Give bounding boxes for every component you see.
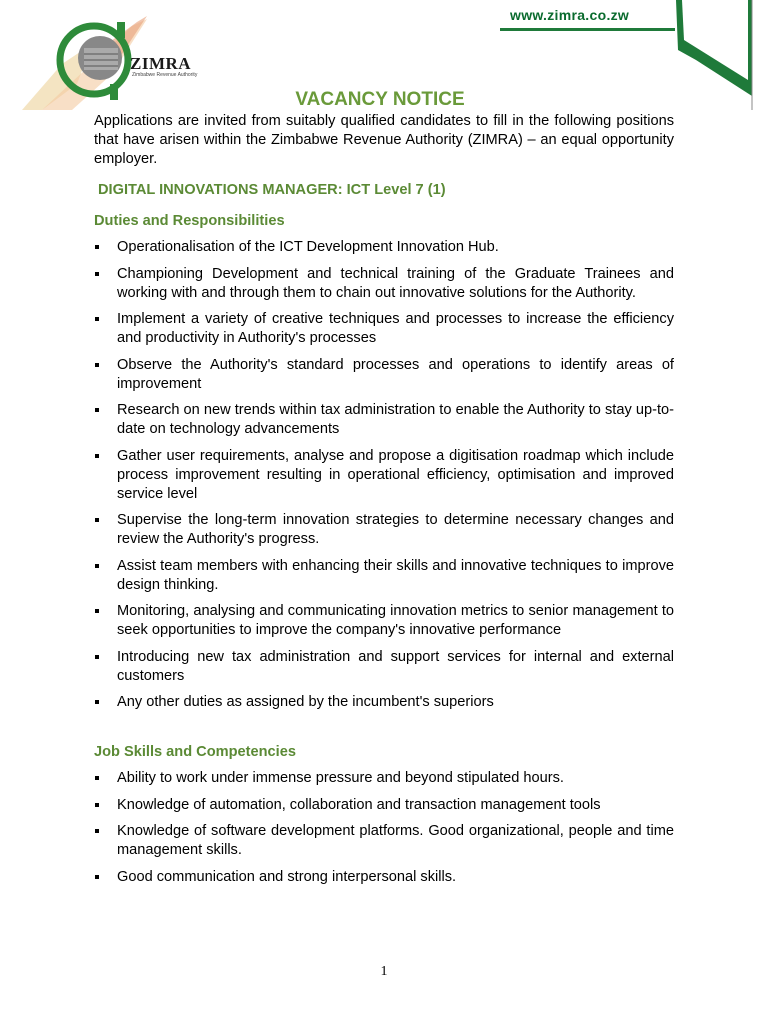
duties-heading: Duties and Responsibilities bbox=[94, 213, 285, 229]
list-item: Supervise the long-term innovation strategies to determine necessary changes and review the Authority's progress. bbox=[94, 511, 674, 549]
header-rule bbox=[500, 28, 675, 31]
logo-wordmark: ZIMRA bbox=[130, 54, 192, 73]
page-title: VACANCY NOTICE bbox=[295, 89, 465, 110]
list-item: Any other duties as assigned by the incumbent's superiors bbox=[94, 693, 674, 712]
skills-list bbox=[94, 769, 674, 887]
duties-list bbox=[94, 238, 674, 712]
list-item: Introducing new tax administration and support services for internal and external customers bbox=[94, 648, 674, 686]
list-item: Knowledge of software development platforms. Good organizational, people and time management skills. bbox=[94, 822, 674, 860]
list-item: Research on new trends within tax administration to enable the Authority to stay up-to-date on technology advancements bbox=[94, 401, 674, 439]
skills-heading: Job Skills and Competencies bbox=[94, 744, 296, 760]
logo-subtitle: Zimbabwe Revenue Authority bbox=[132, 72, 198, 78]
list-item: Knowledge of automation, collaboration and transaction management tools bbox=[94, 796, 674, 815]
list-item: Ability to work under immense pressure and beyond stipulated hours. bbox=[94, 769, 674, 788]
list-item: Gather user requirements, analyse and propose a digitisation roadmap which include process improvement resulting in operational efficiency, optimisation and improved service level bbox=[94, 447, 674, 504]
list-item: Championing Development and technical training of the Graduate Trainees and working with and through them to chain out innovative solutions for the Authority. bbox=[94, 265, 674, 303]
document-body bbox=[94, 112, 674, 894]
intro-paragraph: Applications are invited from suitably qualified candidates to fill in the following positions that have arisen within the Zimbabwe Revenue Authority (ZIMRA) – an equal opportunity employer. bbox=[94, 113, 674, 167]
list-item: Observe the Authority's standard processes and operations to identify areas of improvement bbox=[94, 356, 674, 394]
list-item: Operationalisation of the ICT Development Innovation Hub. bbox=[94, 238, 674, 257]
website-url: www.zimra.co.zw bbox=[510, 7, 630, 23]
list-item: Assist team members with enhancing their skills and innovative techniques to improve design thinking. bbox=[94, 557, 674, 595]
page-number: 1 bbox=[380, 964, 388, 979]
list-item: Implement a variety of creative techniques and processes to increase the efficiency and productivity in Authority's processes bbox=[94, 310, 674, 348]
list-item: Good communication and strong interpersonal skills. bbox=[94, 868, 674, 887]
list-item: Monitoring, analysing and communicating innovation metrics to senior management to seek opportunities to improve the company's innovative performance bbox=[94, 602, 674, 640]
position-title: DIGITAL INNOVATIONS MANAGER: ICT Level 7 (1) bbox=[98, 182, 446, 198]
